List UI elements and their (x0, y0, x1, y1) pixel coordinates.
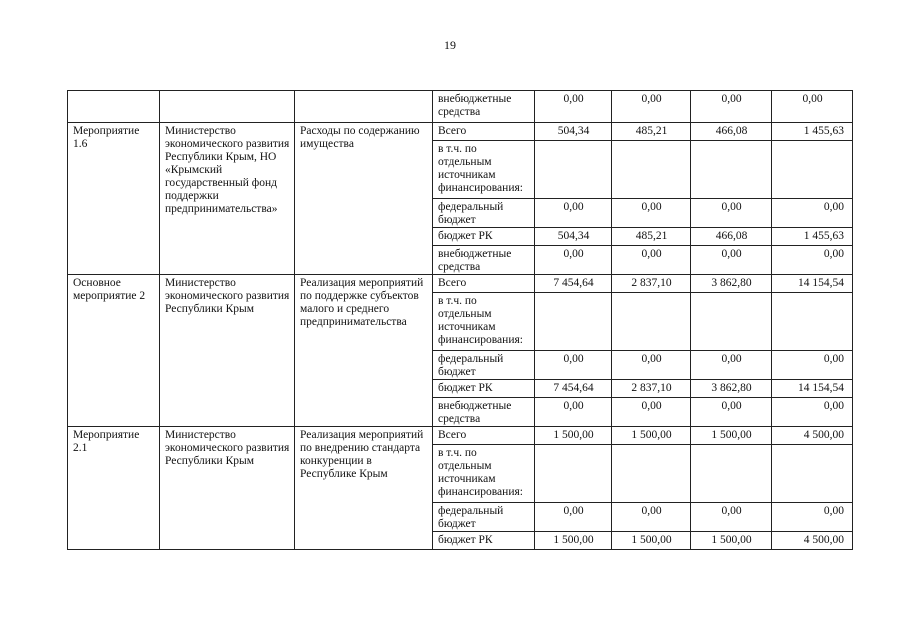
value-cell: 0,00 (535, 398, 612, 427)
value-cell: 1 500,00 (612, 532, 691, 550)
value-cell: 2 837,10 (612, 275, 691, 293)
value-cell (691, 445, 772, 503)
value-cell: 504,34 (535, 123, 612, 141)
value-cell: 4 500,00 (772, 427, 853, 445)
empty-cell (295, 91, 433, 123)
executor-cell: Министерство экономического развития Республики Крым (160, 275, 295, 427)
value-cell: 0,00 (612, 91, 691, 123)
value-cell: 1 455,63 (772, 228, 853, 246)
value-cell (612, 141, 691, 199)
source-label: внебюджетные средства (433, 91, 535, 123)
value-cell (691, 293, 772, 351)
value-cell (772, 141, 853, 199)
empty-cell (160, 91, 295, 123)
value-cell: 0,00 (535, 351, 612, 380)
value-cell: 0,00 (691, 351, 772, 380)
value-cell: 1 500,00 (691, 427, 772, 445)
value-cell (535, 445, 612, 503)
value-cell: 0,00 (612, 398, 691, 427)
value-cell: 0,00 (691, 246, 772, 275)
value-cell (535, 293, 612, 351)
value-cell: 485,21 (612, 123, 691, 141)
value-cell: 0,00 (772, 199, 853, 228)
value-cell: 3 862,80 (691, 380, 772, 398)
value-cell: 3 862,80 (691, 275, 772, 293)
table-row (68, 123, 853, 141)
value-cell: 0,00 (612, 503, 691, 532)
value-cell: 0,00 (772, 398, 853, 427)
source-label: внебюджетные средства (433, 246, 535, 275)
value-cell: 0,00 (535, 91, 612, 123)
executor-cell: Министерство экономического развития Республики Крым, НО «Крымский государственный фонд поддержки предпринимательства» (160, 123, 295, 275)
value-cell: 1 500,00 (612, 427, 691, 445)
value-cell: 0,00 (612, 351, 691, 380)
executor-cell: Министерство экономического развития Республики Крым (160, 427, 295, 550)
value-cell: 0,00 (535, 503, 612, 532)
source-label: внебюджетные средства (433, 398, 535, 427)
empty-cell (68, 91, 160, 123)
source-label: в т.ч. по отдельным источникам финансирования: (433, 141, 535, 199)
value-cell: 0,00 (535, 199, 612, 228)
value-cell: 1 500,00 (691, 532, 772, 550)
value-cell: 2 837,10 (612, 380, 691, 398)
source-label: в т.ч. по отдельным источникам финансирования: (433, 445, 535, 503)
source-label: федеральный бюджет (433, 199, 535, 228)
activity-id-cell: Мероприятие 1.6 (68, 123, 160, 275)
value-cell: 4 500,00 (772, 532, 853, 550)
value-cell: 0,00 (772, 91, 853, 123)
table-body (68, 91, 853, 550)
value-cell: 0,00 (691, 91, 772, 123)
value-cell: 1 500,00 (535, 532, 612, 550)
value-cell: 0,00 (691, 398, 772, 427)
value-cell: 0,00 (691, 199, 772, 228)
activity-id-cell: Основное мероприятие 2 (68, 275, 160, 427)
value-cell (612, 445, 691, 503)
value-cell: 0,00 (691, 503, 772, 532)
table-row (68, 91, 853, 123)
description-cell: Реализация мероприятий по поддержке субъектов малого и среднего предпринимательства (295, 275, 433, 427)
value-cell: 7 454,64 (535, 380, 612, 398)
source-label: бюджет РК (433, 532, 535, 550)
value-cell: 0,00 (772, 351, 853, 380)
value-cell (772, 445, 853, 503)
table-row (68, 427, 853, 445)
source-label: бюджет РК (433, 380, 535, 398)
value-cell (612, 293, 691, 351)
table-row (68, 275, 853, 293)
source-label: федеральный бюджет (433, 351, 535, 380)
value-cell: 485,21 (612, 228, 691, 246)
value-cell: 0,00 (535, 246, 612, 275)
source-label: Всего (433, 123, 535, 141)
value-cell (691, 141, 772, 199)
value-cell: 14 154,54 (772, 275, 853, 293)
value-cell: 466,08 (691, 228, 772, 246)
source-label: бюджет РК (433, 228, 535, 246)
value-cell (535, 141, 612, 199)
value-cell (772, 293, 853, 351)
value-cell: 0,00 (772, 503, 853, 532)
value-cell: 1 500,00 (535, 427, 612, 445)
value-cell: 0,00 (612, 246, 691, 275)
description-cell: Реализация мероприятий по внедрению стандарта конкуренции в Республике Крым (295, 427, 433, 550)
value-cell: 1 455,63 (772, 123, 853, 141)
value-cell: 0,00 (772, 246, 853, 275)
value-cell: 0,00 (612, 199, 691, 228)
page-number: 19 (444, 38, 456, 52)
activity-id-cell: Мероприятие 2.1 (68, 427, 160, 550)
value-cell: 14 154,54 (772, 380, 853, 398)
description-cell: Расходы по содержанию имущества (295, 123, 433, 275)
value-cell: 504,34 (535, 228, 612, 246)
source-label: в т.ч. по отдельным источникам финансирования: (433, 293, 535, 351)
source-label: Всего (433, 275, 535, 293)
source-label: Всего (433, 427, 535, 445)
source-label: федеральный бюджет (433, 503, 535, 532)
value-cell: 466,08 (691, 123, 772, 141)
funding-table (67, 90, 853, 550)
value-cell: 7 454,64 (535, 275, 612, 293)
